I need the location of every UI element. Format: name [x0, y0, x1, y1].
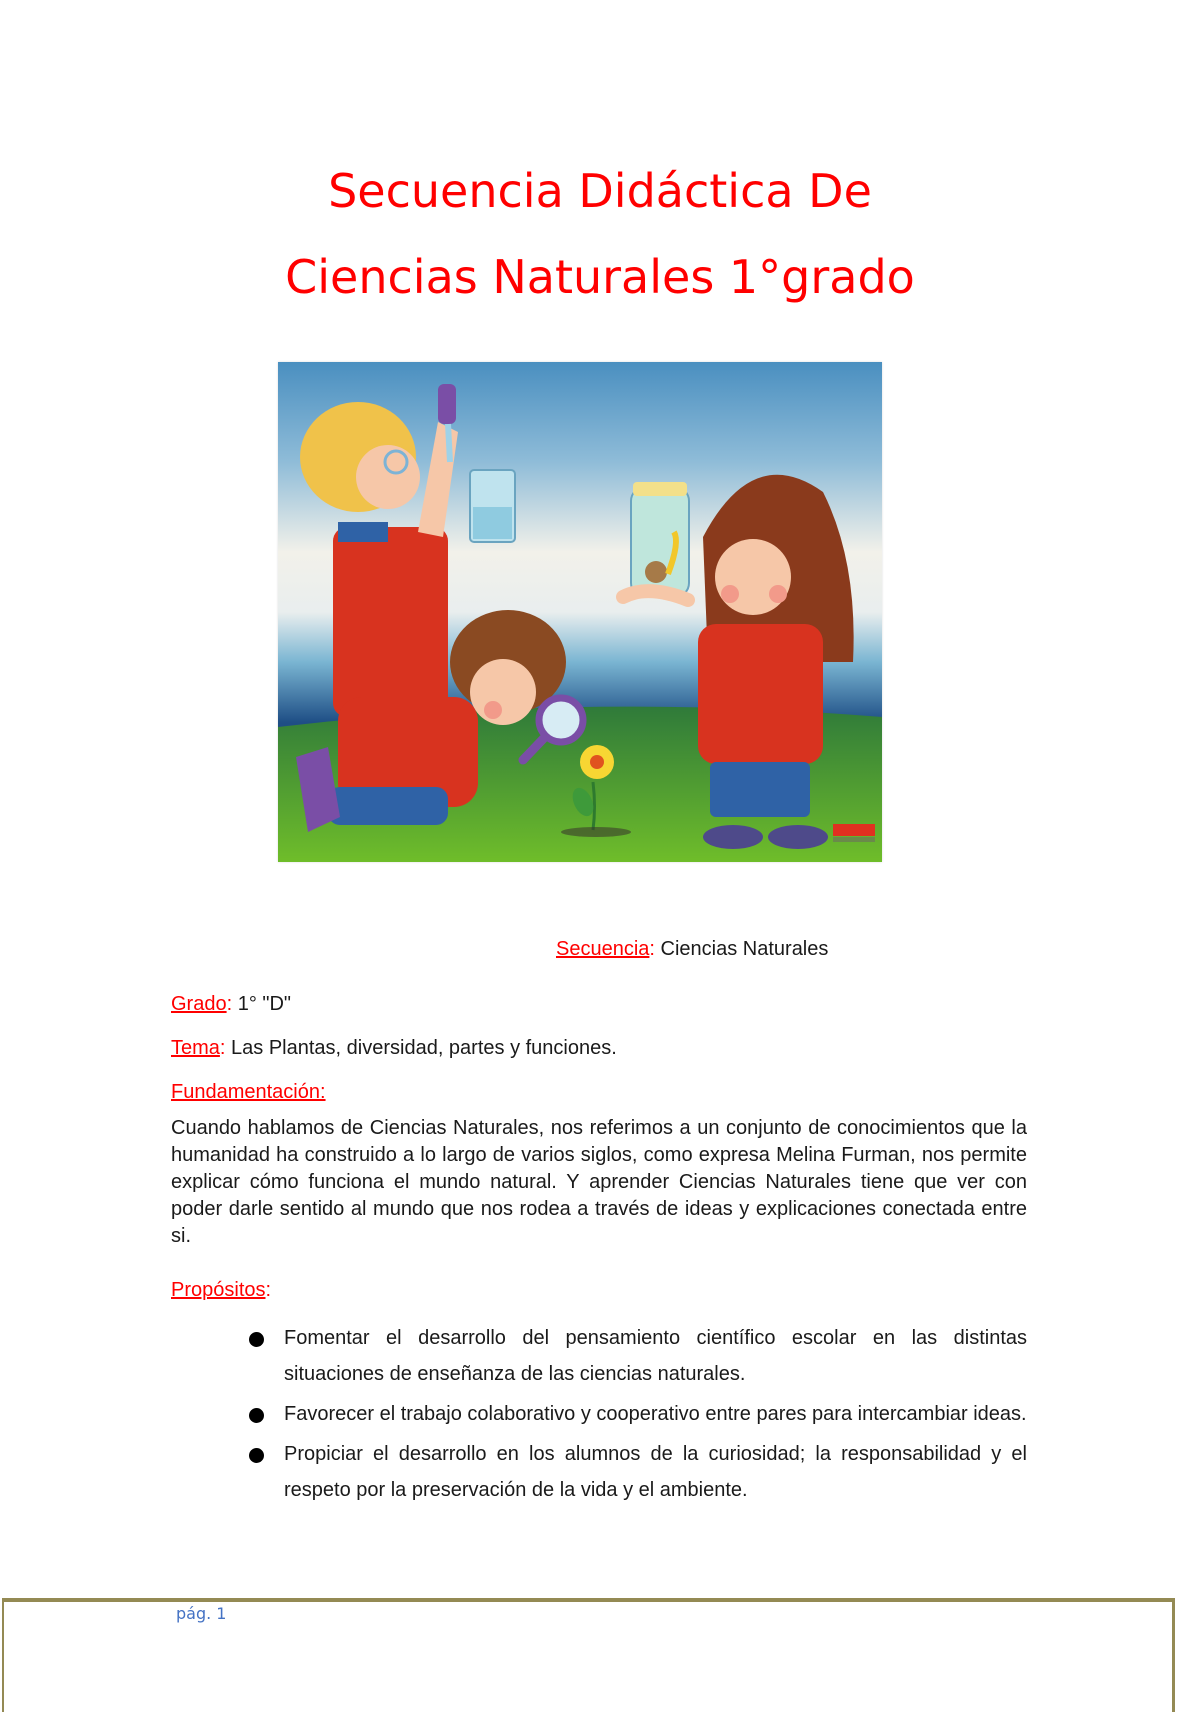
tema-colon: :	[219, 1037, 226, 1059]
grado-colon: :	[226, 993, 233, 1015]
propositos-list	[247, 1320, 1027, 1512]
fundamentacion-heading: Fundamentación:	[171, 1081, 326, 1103]
grado-label: Grado	[171, 993, 227, 1015]
tema-label: Tema	[171, 1037, 220, 1059]
page-number: pág. 1	[176, 1604, 227, 1623]
secuencia-value: Ciencias Naturales	[654, 938, 829, 960]
proposito-item	[247, 1396, 1027, 1432]
children-science-illustration	[278, 362, 882, 862]
propositos-heading-line	[171, 1278, 271, 1302]
bullet-icon	[249, 1448, 264, 1463]
tema-value: Las Plantas, diversidad, partes y funciones.	[225, 1037, 617, 1059]
proposito-text: Favorecer el trabajo colaborativo y cooperativo entre pares para intercambiar ideas.	[284, 1403, 1027, 1425]
bullet-icon	[249, 1332, 264, 1347]
meta-tema	[171, 1036, 617, 1060]
proposito-item	[247, 1436, 1027, 1508]
secuencia-label: Secuencia	[556, 938, 650, 960]
bullet-icon	[249, 1408, 264, 1423]
meta-grado	[171, 992, 291, 1016]
proposito-text: Fomentar el desarrollo del pensamiento científico escolar en las distintas situaciones de enseñanza de las ciencias naturales.	[284, 1327, 1027, 1385]
meta-secuencia	[556, 937, 828, 961]
illustration-icon	[278, 362, 882, 862]
proposito-text: Propiciar el desarrollo en los alumnos de la curiosidad; la responsabilidad y el respeto por la preservación de la vida y el ambiente.	[284, 1443, 1027, 1501]
secuencia-colon: :	[649, 938, 655, 960]
title-line-1: Secuencia Didáctica De	[328, 164, 872, 218]
grado-value: 1° "D"	[232, 993, 292, 1015]
fundamentacion-paragraph: Cuando hablamos de Ciencias Naturales, nos referimos a un conjunto de conocimientos que la humanidad ha construido a lo largo de varios siglos, como expresa Melina Furman, nos permite explicar cómo funciona el mundo natural. Y aprender Ciencias Naturales tiene que ver con poder darle sentido al mundo que nos rodea a través de ideas y explicaciones conectada entre si.	[171, 1117, 1027, 1247]
meta-fundamentacion	[171, 1080, 326, 1104]
propositos-heading: Propósitos	[171, 1279, 266, 1301]
proposito-item	[247, 1320, 1027, 1392]
title-line-2: Ciencias Naturales 1°grado	[285, 250, 915, 304]
propositos-colon: :	[265, 1279, 272, 1301]
document-title	[0, 148, 1200, 320]
